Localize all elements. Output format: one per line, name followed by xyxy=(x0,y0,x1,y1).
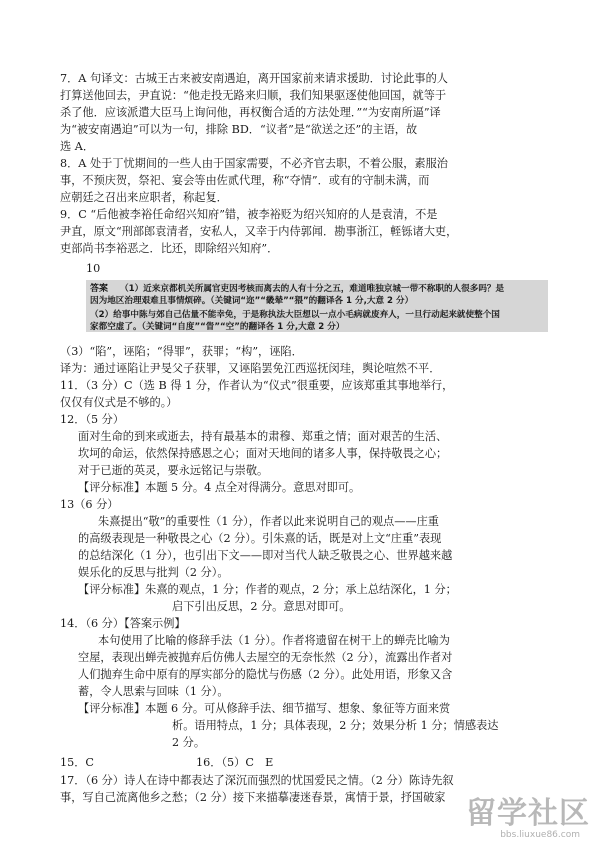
q12-line-1: 面对生命的到来或逝去，持有最基本的肃穆、郑重之情；面对艰苦的生活、 xyxy=(78,430,448,443)
q14-scoring-2: 析。语用特点，1 分；具体表现，2 分；效果分析 1 分；情感表达 xyxy=(172,719,499,732)
q13-line-2: 的高级表现是一种敬畏之心（2 分）。引朱熹的话，既是对上文“庄重”表现 xyxy=(78,532,442,545)
q14-scoring-1: 【评分标准】本题 6 分。可从修辞手法、细节描写、想象、象征等方面来赏 xyxy=(78,702,451,715)
answer-box xyxy=(86,280,548,332)
q16-answer: 16．（5）C E xyxy=(196,756,274,769)
q14-heading: 14．（6 分）【答案示例】 xyxy=(60,617,186,630)
q10-number: 10 xyxy=(86,262,101,275)
q7-line-3: 杀了他．应该派遣大臣马上询问他，再权衡合适的方法处理．”“为安南所逼”译 xyxy=(60,106,441,119)
q13-heading: 13（6 分） xyxy=(60,498,119,511)
q8-line-2: 事，不预庆贺，祭祀、宴会等由佐贰代理，称“夺情”．或有的守制未满，而 xyxy=(60,174,430,187)
q12-scoring: 【评分标准】本题 5 分。4 点全对得满分。意思对即可。 xyxy=(78,481,361,494)
q9-line-2: 尹直，原文“刑部郎袁清者，安私人，又幸于内侍郭闻．勘事浙江，輊铄诸大吏， xyxy=(60,225,458,238)
q14-scoring-3: 2 分。 xyxy=(172,736,206,749)
q8-line-3: 应朝廷之召出来应职者，称起复． xyxy=(60,191,228,204)
q10-3-line-2: 译为：通过诬陷让尹旻父子获罪，又诬陷罢免江西巡抚闵珪，舆论喧然不平． xyxy=(60,362,441,375)
q13-line-1: 朱熹提出“敬”的重要性（1 分），作者以此来说明自己的观点——庄重 xyxy=(98,515,439,528)
answer-line-3: （2）给事中陈与郊自己估量不能幸免，于是称执法大臣想以一点小毛病就废弃人，一旦行动起来就使整个国 xyxy=(90,310,500,320)
q17-line-2: 事，写自己流离他乡之愁；（2 分）接下来描摹凄迷春景，寓情于景，抒国破家 xyxy=(60,791,446,804)
q10-3-line-1: （3）“陷”，诬陷；“得罪”，获罪；“构”，诬陷． xyxy=(60,345,303,358)
answer-label: 答案 xyxy=(90,284,109,294)
q15-answer: 15．C xyxy=(60,756,94,769)
answer-line-1: （1）近来京都机关所属官吏因考核而离去的人有十分之五，难道唯独京城一带不称职的人很多吗？是 xyxy=(120,284,505,294)
q7-line-5: 选 A． xyxy=(60,140,95,153)
q14-line-3: 人们抛弃生命中原有的厚实部分的隐忧与伤感（2 分）。此处用语，形象又含 xyxy=(78,668,453,681)
q13-line-3: 的总结深化（1 分），也引出下文——即对当代人缺乏敬畏之心、世界越来越 xyxy=(78,549,453,562)
q9-line-3: 吏部尚书李裕恶之．比还，即除绍兴知府”． xyxy=(60,242,279,255)
q11-line-1: 11．（3 分）C（选 B 得 1 分，作者认为“仪式”很重要，应该郑重其事地举行， xyxy=(60,379,454,392)
q8-line-1: 8．A 处于丁忧期间的一些人由于国家需要，不必齐官去职，不着公服，素服治 xyxy=(60,157,448,170)
q12-heading: 12．（5 分） xyxy=(60,413,125,426)
q7-line-2: 打算送他回去，尹直说：“他走投无路来归顺，我们知果驱逐使他回国，就等于 xyxy=(60,89,447,102)
site-watermark xyxy=(400,788,590,840)
watermark-logo: 留学社区 xyxy=(466,796,590,831)
q17-line-1: 17．（6 分）诗人在诗中都表达了深沉而强烈的忧国爱民之情。（2 分）陈诗先叙 xyxy=(60,774,454,787)
q7-line-4: 为“被安南遇迫”可以为一句，排除 BD．“议者”是“欲送之还”的主语，故 xyxy=(60,123,418,136)
watermark-url: bbs.liuxue86.com xyxy=(500,830,580,840)
q13-scoring-2: 启下引出反思，2 分。意思对即可。 xyxy=(172,600,351,613)
q9-line-1: 9．C “后他被李裕任命绍兴知府”错，被李裕贬为绍兴知府的人是袁清，不是 xyxy=(60,208,438,221)
q14-line-1: 本句使用了比喻的修辞手法（1 分）。作者将遗留在树干上的蝉壳比喻为 xyxy=(98,634,450,647)
q13-scoring-1: 【评分标准】朱熹的观点，1 分；作者的观点，2 分；承上总结深化，1 分； xyxy=(78,583,457,596)
answer-line-4: 家都空虚了。（关键词“自度”“眚”“空”的翻译各 1 分,大意 2 分） xyxy=(90,322,345,332)
answer-line-2: 因为地区治理艰难且事情烦碎。（关键词“迩”“畿辇”“猥”的翻译各 1 分,大意 2 分） xyxy=(90,296,414,306)
q11-line-2: 仅仅有仪式是不够的。） xyxy=(60,396,178,409)
q7-line-1: 7．A 句译文：古城王古来被安南遇迫，离开国家前来请求援助．讨论此事的人 xyxy=(60,72,448,85)
q13-line-4: 娱乐化的反思与批判（2 分）。 xyxy=(78,566,229,579)
q12-line-2: 坎坷的命运，依然保持感恩之心；面对天地间的诸多人事，保持敬畏之心； xyxy=(78,447,448,460)
q14-line-2: 空屋，表现出蝉壳被抛弃后仿佛人去屋空的无奈怅然（2 分），流露出作者对 xyxy=(78,651,453,664)
q14-line-4: 蓄，令人思索与回味（1 分）。 xyxy=(78,685,229,698)
q12-line-3: 对于已逝的英灵，要永远铭记与崇敬。 xyxy=(78,464,269,477)
